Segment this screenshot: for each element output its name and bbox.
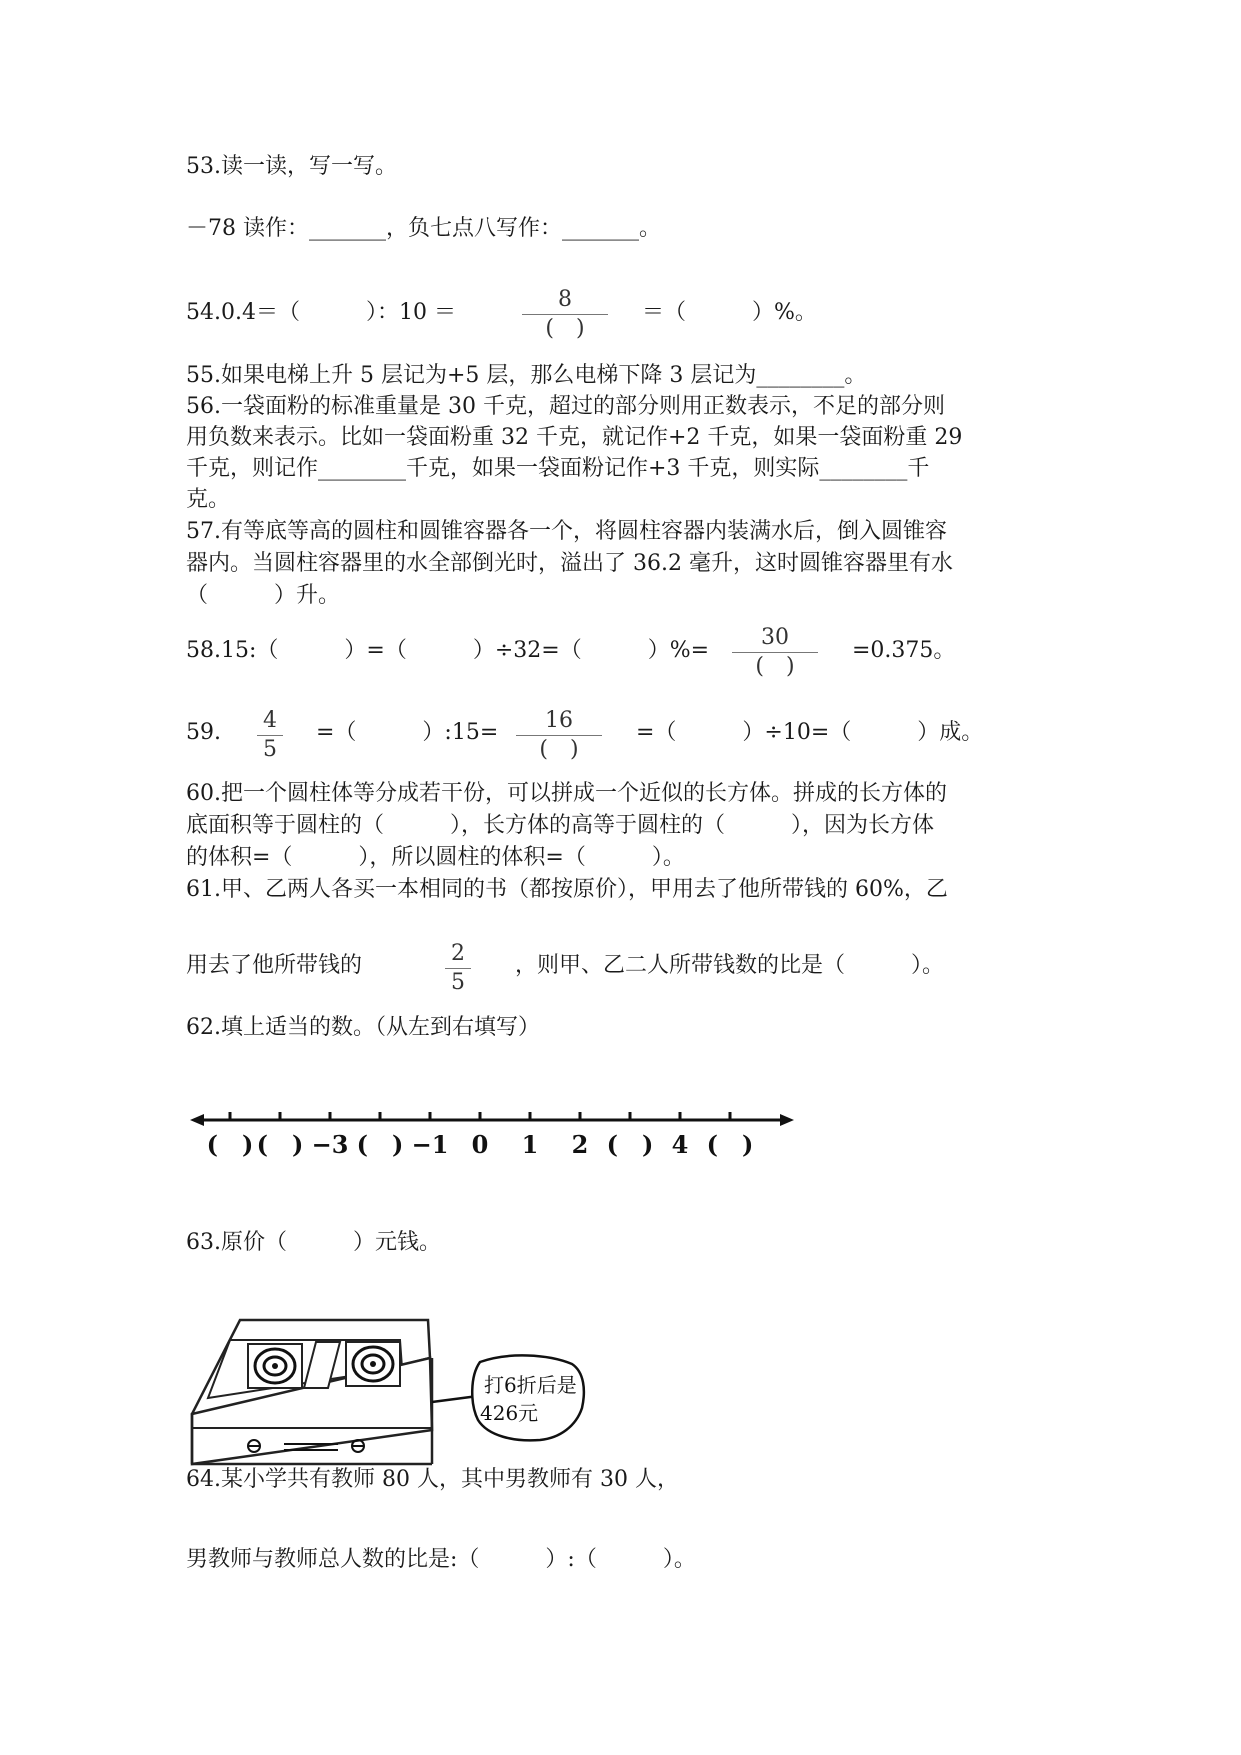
q53-line: －78 读作：_______，负七点八写作：_______。 (186, 216, 661, 241)
q64-line-1: 64.某小学共有教师 80 人，其中男教师有 30 人， (186, 1467, 679, 1492)
q54-fraction (522, 287, 608, 342)
fraction-bar (732, 652, 818, 653)
q59-fraction-2 (516, 708, 602, 763)
q60-line-3: 的体积=（ ），所以圆柱的体积=（ ）。 (186, 845, 685, 870)
q56-line-2: 用负数来表示。比如一袋面粉重 32 千克，就记作+2 千克，如果一袋面粉重 29 (186, 425, 963, 450)
burner-icon (248, 1344, 302, 1388)
q56-line-3: 千克，则记作________千克，如果一袋面粉记作+3 千克，则实际________千 (186, 456, 930, 481)
q58-part2: =0.375。 (852, 638, 956, 663)
q61-line-1: 61.甲、乙两人各买一本相同的书（都按原价），甲用去了他所带钱的 60%，乙 (186, 877, 948, 902)
q59-part1: =（ ）:15= (316, 720, 499, 745)
q59-fraction-2-denominator: ( ) (539, 737, 579, 762)
q57-line-3: （ ）升。 (186, 583, 341, 608)
fraction-bar (257, 735, 283, 736)
q54-fraction-numerator: 8 (558, 287, 572, 312)
q61-line-2a: 用去了他所带钱的 (186, 953, 363, 978)
q57-line-1: 57.有等底等高的圆柱和圆锥容器各一个，将圆柱容器内装满水后，倒入圆锥容 (186, 519, 947, 544)
q53-title: 53.读一读，写一写。 (186, 154, 397, 179)
q61-fraction-numerator: 2 (451, 941, 465, 966)
burner-icon (346, 1342, 400, 1386)
number-line-label: 1 (521, 1130, 539, 1159)
q62-title: 62.填上适当的数。（从左到右填写） (186, 1015, 540, 1040)
price-tag-line-1: 打6折后是 (484, 1373, 577, 1397)
q54-fraction-denominator: ( ) (545, 316, 585, 341)
fraction-bar (445, 968, 471, 969)
q56-line-1: 56.一袋面粉的标准重量是 30 千克，超过的部分则用正数表示，不足的部分则 (186, 394, 945, 419)
q63-title: 63.原价（ ）元钱。 (186, 1230, 441, 1255)
knob-icon (352, 1440, 364, 1452)
q59-fraction-2-numerator: 16 (545, 708, 573, 733)
q60-line-2: 底面积等于圆柱的（ ），长方体的高等于圆柱的（ ），因为长方体 (186, 813, 935, 838)
q58-part1: 58.15:（ ）=（ ）÷32=（ ）%= (186, 638, 710, 663)
number-line-label: 2 (571, 1130, 589, 1159)
number-line-label: −1 (411, 1130, 449, 1159)
price-tag (472, 1355, 584, 1440)
number-line-label: ( ) (206, 1130, 254, 1159)
q61-line-2b: ，则甲、乙二人所带钱数的比是（ ）。 (515, 953, 945, 978)
q64-line-2: 男教师与教师总人数的比是:（ ）:（ ）。 (186, 1547, 696, 1572)
q54-part2: ＝（ ）%。 (642, 300, 817, 325)
q59-label: 59. (186, 720, 221, 745)
fraction-bar (522, 314, 608, 315)
number-line-label: ( ) (706, 1130, 754, 1159)
q57-line-2: 器内。当圆柱容器里的水全部倒光时，溢出了 36.2 毫升，这时圆锥容器里有水 (186, 551, 953, 576)
q59-fraction-1 (257, 708, 283, 763)
q59-part2: =（ ）÷10=（ ）成。 (636, 720, 984, 745)
q58-fraction (732, 625, 818, 680)
q59-fraction-1-numerator: 4 (263, 708, 277, 733)
number-line-left-arrow (190, 1114, 204, 1126)
number-line-label: 4 (671, 1130, 689, 1159)
number-line-label: 0 (471, 1130, 489, 1159)
price-tag-line-2: 426元 (480, 1401, 539, 1425)
number-line-right-arrow (780, 1114, 794, 1126)
q54-part1: 54.0.4＝（ ）：10 ＝ (186, 300, 456, 325)
number-line-label: ( ) (256, 1130, 304, 1159)
number-line-label: −3 (311, 1130, 349, 1159)
q58-fraction-denominator: ( ) (755, 654, 795, 679)
number-line-label: ( ) (606, 1130, 654, 1159)
q61-fraction (445, 941, 471, 996)
q55-text: 55.如果电梯上升 5 层记为+5 层，那么电梯下降 3 层记为________。 (186, 363, 867, 388)
gas-stove-figure (188, 1316, 608, 1466)
q58-fraction-numerator: 30 (761, 625, 789, 650)
q61-fraction-denominator: 5 (451, 970, 465, 995)
q60-line-1: 60.把一个圆柱体等分成若干份，可以拼成一个近似的长方体。拼成的长方体的 (186, 781, 947, 806)
q56-line-4: 克。 (186, 487, 231, 512)
fraction-bar (516, 735, 602, 736)
number-line-label: ( ) (356, 1130, 404, 1159)
number-line-figure (190, 1095, 810, 1165)
q59-fraction-1-denominator: 5 (263, 737, 277, 762)
